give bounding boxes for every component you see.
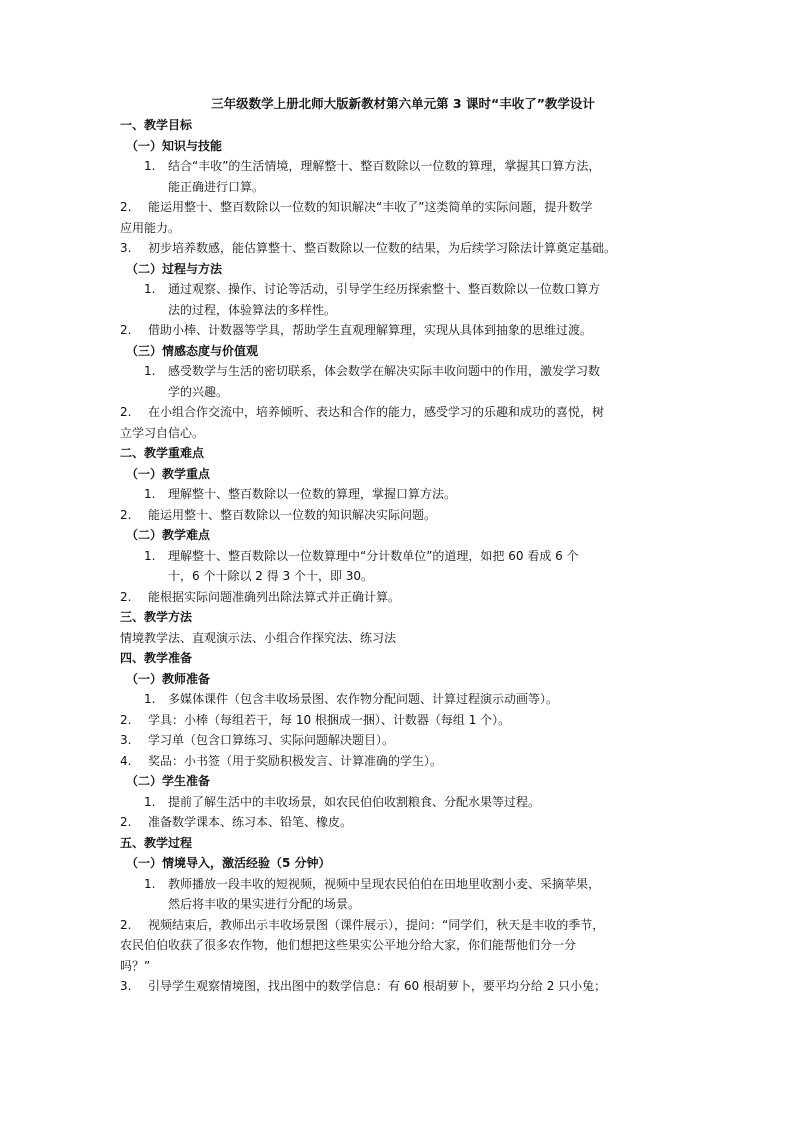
list-item: [120, 238, 680, 259]
list-number: 1.: [144, 364, 156, 378]
list-text: 视频结束后，教师出示丰收场景图（课件展示），提问：“同学们，秋天是丰收的季节，: [148, 917, 605, 932]
list-number: 2.: [120, 712, 132, 727]
list-item: [120, 197, 680, 218]
list-text: 奖品：小书签（用于奖励积极发言、计算准确的学生）。: [148, 753, 443, 768]
section-heading-preparation: 四、教学准备: [120, 651, 193, 665]
list-number: 1.: [144, 548, 156, 563]
list-item: [120, 976, 680, 997]
list-text: 准备数学课本、练习本、铅笔、橡皮。: [148, 815, 353, 829]
list-text: 借助小棒、计数器等学具，帮助学生直观理解算理，实现从具体到抽象的思维过渡。: [148, 323, 593, 337]
subsection-heading-difficult-points: （二）教学难点: [126, 528, 211, 542]
document-body: [120, 95, 680, 997]
list-number: 4.: [120, 753, 132, 768]
list-text: 学具：小棒（每组若干，每 10 根捆成一捆）、计数器（每组 1 个）。: [148, 712, 511, 727]
list-text: 初步培养数感，能估算整十、整百数除以一位数的结果，为后续学习除法计算奠定基础。: [148, 241, 617, 255]
list-number: 1.: [144, 282, 156, 296]
list-item: [120, 915, 680, 936]
list-text: 引导学生观察情境图，找出图中的数学信息：有 60 根胡萝卜，要平均分给 2 只小兔；: [148, 979, 607, 993]
list-text: 能运用整十、整百数除以一位数的知识解决“丰收了”这类简单的实际问题，提升数学: [148, 200, 593, 214]
list-item: [120, 792, 680, 813]
list-number: 2.: [120, 200, 132, 214]
list-number: 1.: [144, 487, 156, 501]
subsection-heading-introduction: （一）情境导入，激活经验（5 分钟）: [126, 856, 331, 870]
list-item: [120, 505, 680, 526]
list-text: 学习单（包含口算练习、实际问题解决题目）。: [148, 733, 395, 747]
list-text: 结合“丰收”的生活情境，理解整十、整百数除以一位数的算理，掌握其口算方法，: [168, 159, 601, 173]
list-item-continuation: 农民伯伯收获了很多农作物，他们想把这些果实公平地分给大家，你们能帮他们分一分: [120, 938, 577, 952]
list-text: 理解整十、整百数除以一位数的算理，掌握口算方法。: [168, 487, 457, 501]
list-text: 能根据实际问题准确列出除法算式并正确计算。: [148, 589, 401, 604]
list-item-continuation: 然后将丰收的果实进行分配的场景。: [168, 897, 361, 911]
subsection-heading-student-prep: （二）学生准备: [126, 774, 211, 788]
list-item: [120, 156, 680, 177]
list-number: 1.: [144, 794, 156, 809]
list-item-continuation: 能正确进行口算。: [168, 179, 265, 194]
list-item: [120, 546, 680, 567]
subsection-heading-attitudes-values: （三）情感态度与价值观: [126, 343, 259, 358]
list-number: 1.: [144, 692, 156, 706]
subsection-heading-knowledge-skills: （一）知识与技能: [126, 138, 223, 153]
list-item: [120, 484, 680, 505]
list-number: 2.: [120, 323, 132, 337]
list-item-continuation: 吗？”: [120, 958, 151, 973]
methods-text: 情境教学法、直观演示法、小组合作探究法、练习法: [120, 630, 397, 645]
section-heading-objectives: 一、教学目标: [120, 118, 193, 132]
list-number: 2.: [120, 507, 132, 522]
list-number: 2.: [120, 815, 132, 829]
list-item: [120, 279, 680, 300]
list-item: [120, 874, 680, 895]
list-item: [120, 320, 680, 341]
list-text: 通过观察、操作、讨论等活动，引导学生经历探索整十、整百数除以一位数口算方: [168, 282, 601, 296]
list-text: 感受数学与生活的密切联系，体会数学在解决实际丰收问题中的作用，激发学习数: [168, 364, 601, 378]
list-text: 能运用整十、整百数除以一位数的知识解决实际问题。: [148, 507, 437, 522]
list-number: 2.: [120, 405, 132, 419]
section-heading-process: 五、教学过程: [120, 835, 193, 850]
list-number: 1.: [144, 159, 156, 173]
list-number: 3.: [120, 733, 132, 747]
list-item: [120, 730, 680, 751]
list-number: 3.: [120, 241, 132, 255]
list-number: 1.: [144, 876, 156, 891]
section-heading-key-difficult-points: 二、教学重难点: [120, 446, 205, 460]
list-item: [120, 710, 680, 731]
list-text: 多媒体课件（包含丰收场景图、农作物分配问题、计算过程演示动画等）。: [168, 692, 559, 706]
list-item: [120, 402, 680, 423]
document-title: 三年级数学上册北师大版新教材第六单元第 3 课时“丰收了”教学设计: [211, 96, 595, 111]
list-number: 2.: [120, 917, 132, 932]
list-text: 提前了解生活中的丰收场景，如农民伯伯收割粮食、分配水果等过程。: [168, 794, 541, 809]
section-heading-methods: 三、教学方法: [120, 610, 193, 624]
list-item-continuation: 法的过程，体验算法的多样性。: [168, 302, 337, 317]
list-item-continuation: 十，6 个十除以 2 得 3 个十，即 30。: [168, 569, 374, 583]
list-item: [120, 751, 680, 772]
subsection-heading-process-methods: （二）过程与方法: [126, 261, 223, 276]
list-item-continuation: 应用能力。: [120, 220, 181, 235]
list-item: [120, 812, 680, 833]
list-number: 2.: [120, 589, 132, 604]
subsection-heading-key-points: （一）教学重点: [126, 466, 211, 481]
list-item: [120, 689, 680, 710]
list-text: 理解整十、整百数除以一位数算理中“分计数单位”的道理，如把 60 看成 6 个: [168, 548, 579, 563]
list-number: 3.: [120, 979, 132, 993]
subsection-heading-teacher-prep: （一）教师准备: [126, 671, 211, 686]
list-text: 教师播放一段丰收的短视频，视频中呈现农民伯伯在田地里收割小麦、采摘苹果，: [168, 876, 601, 891]
list-item: [120, 361, 680, 382]
list-item-continuation: 立学习自信心。: [120, 425, 205, 440]
list-text: 在小组合作交流中，培养倾听、表达和合作的能力，感受学习的乐趣和成功的喜悦，树: [148, 405, 605, 419]
list-item-continuation: 学的兴趣。: [168, 384, 229, 399]
list-item: [120, 587, 680, 608]
